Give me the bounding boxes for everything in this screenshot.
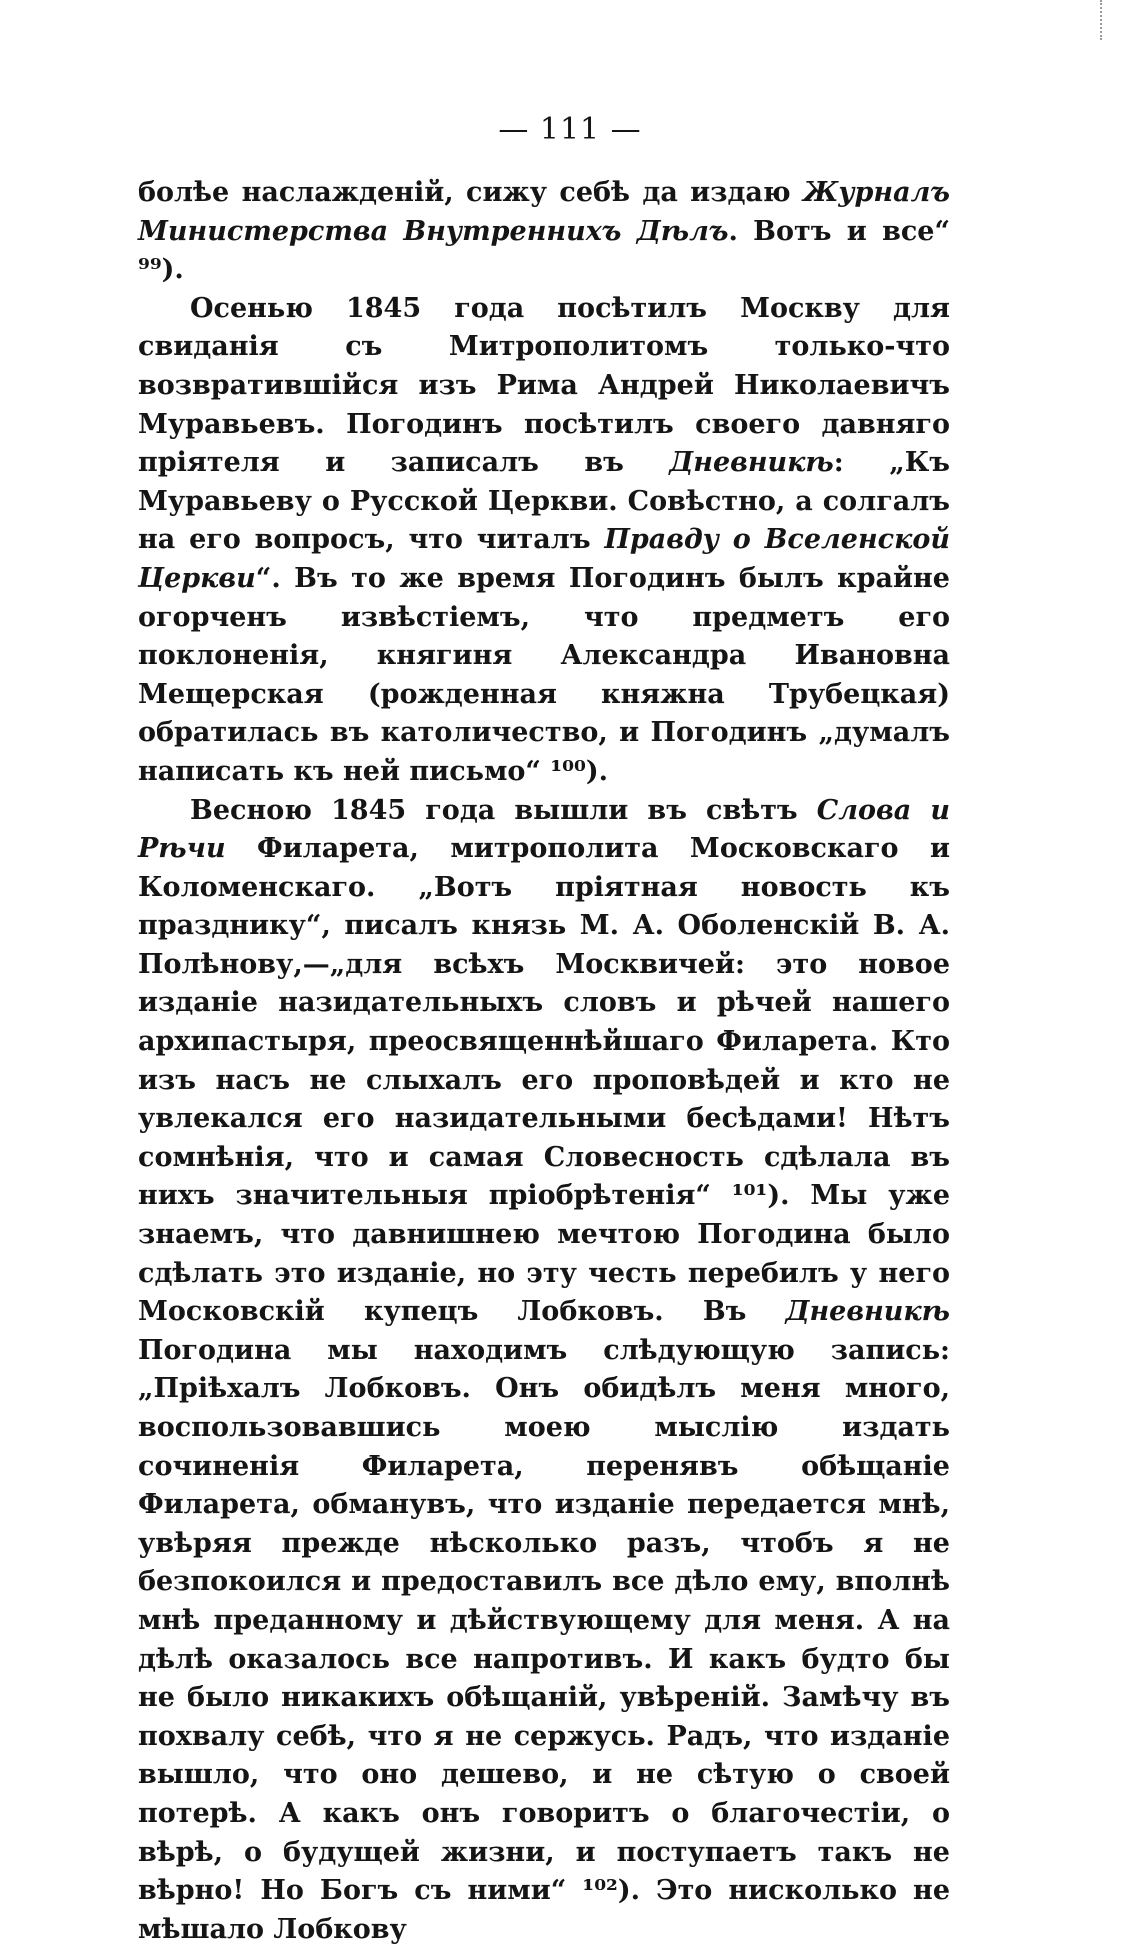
paragraph-2-text-a: Осенью 1845 года посѣтилъ Москву для свиданія съ Митрополитомъ только-что возвратившійся изъ Рима Андрей Николаевичъ Муравьевъ. Погодинъ посѣтилъ своего давняго пріятеля и записалъ въ <box>138 293 950 478</box>
diary-italic-2: Дневникѣ <box>785 1296 950 1327</box>
paragraph-3-text-a: Весною 1845 года вышли въ свѣтъ <box>190 795 817 826</box>
paragraph-1 <box>138 174 950 290</box>
paragraph-3-text-b: Филарета, митрополита Московскаго и Коломенскаго. „Вотъ пріятная новость къ празднику“, писалъ князь М. А. Оболенскій В. А. Полѣнову,—„для всѣхъ Москвичей: это новое изданіе назидательныхъ словъ и рѣчей нашего архипастыря, преосвященнѣйшаго Филарета. Кто изъ насъ не слыхалъ его проповѣдей и кто не увлекался его назидательными бесѣдами! Нѣтъ сомнѣнія, что и самая Словесность сдѣлала въ нихъ значительныя пріобрѣтенія“ ¹⁰¹). Мы уже знаемъ, что давнишнею мечтою Погодина было сдѣлать это изданіе, но эту честь перебилъ у него Московскій купецъ Лобковъ. Въ <box>138 833 950 1327</box>
book-title-italic: Правду о Вселенской Церкви <box>138 524 950 594</box>
scan-edge-mark <box>1100 0 1120 40</box>
diary-italic-1: Дневникѣ <box>669 447 834 478</box>
body-text <box>138 174 950 1949</box>
sermons-title-italic: Слова и Рѣчи <box>138 795 950 865</box>
paragraph-2-text-b: : „Къ Муравьеву о Русской Церкви. Совѣстно, а солгалъ на его вопросъ, что читалъ <box>138 447 950 555</box>
page-number: — 111 — <box>0 112 1140 147</box>
paragraph-1-text-a: болѣе наслажденій, сижу себѣ да издаю <box>138 177 803 208</box>
paragraph-2 <box>138 290 950 792</box>
paragraph-2-text-c: “. Въ то же время Погодинъ былъ крайне огорченъ извѣстіемъ, что предметъ его поклоненія, княгиня Александра Ивановна Мещерская (рожденная княжна Трубецкая) обратилась въ католичество, и Погодинъ „думалъ написать къ ней письмо“ ¹⁰⁰). <box>138 563 950 787</box>
paragraph-1-text-b: . Вотъ и все“ ⁹⁹). <box>138 216 950 286</box>
journal-title-italic: Журналъ Министерства Внутреннихъ Дѣлъ <box>138 177 950 247</box>
paragraph-3-text-c: Погодина мы находимъ слѣдующую запись: „Пріѣхалъ Лобковъ. Онъ обидѣлъ меня много, воспользовавшись моею мыслію издать сочиненія Филарета, перенявъ обѣщаніе Филарета, обманувъ, что изданіе передается мнѣ, увѣряя прежде нѣсколько разъ, чтобъ я не безпокоился и предоставилъ все дѣло ему, вполнѣ мнѣ преданному и дѣйствующему для меня. А на дѣлѣ оказалось все напротивъ. И какъ будто бы не было никакихъ обѣщаній, увѣреній. Замѣчу въ похвалу себѣ, что я не сержусь. Радъ, что изданіе вышло, что оно дешево, и не сѣтую о своей потерѣ. А какъ онъ говоритъ о благочестіи, о вѣрѣ, о будущей жизни, и поступаетъ такъ не вѣрно! Но Богъ съ ними“ ¹⁰²). Это нисколько не мѣшало Лобкову <box>138 1335 950 1945</box>
paragraph-3 <box>138 792 950 1949</box>
